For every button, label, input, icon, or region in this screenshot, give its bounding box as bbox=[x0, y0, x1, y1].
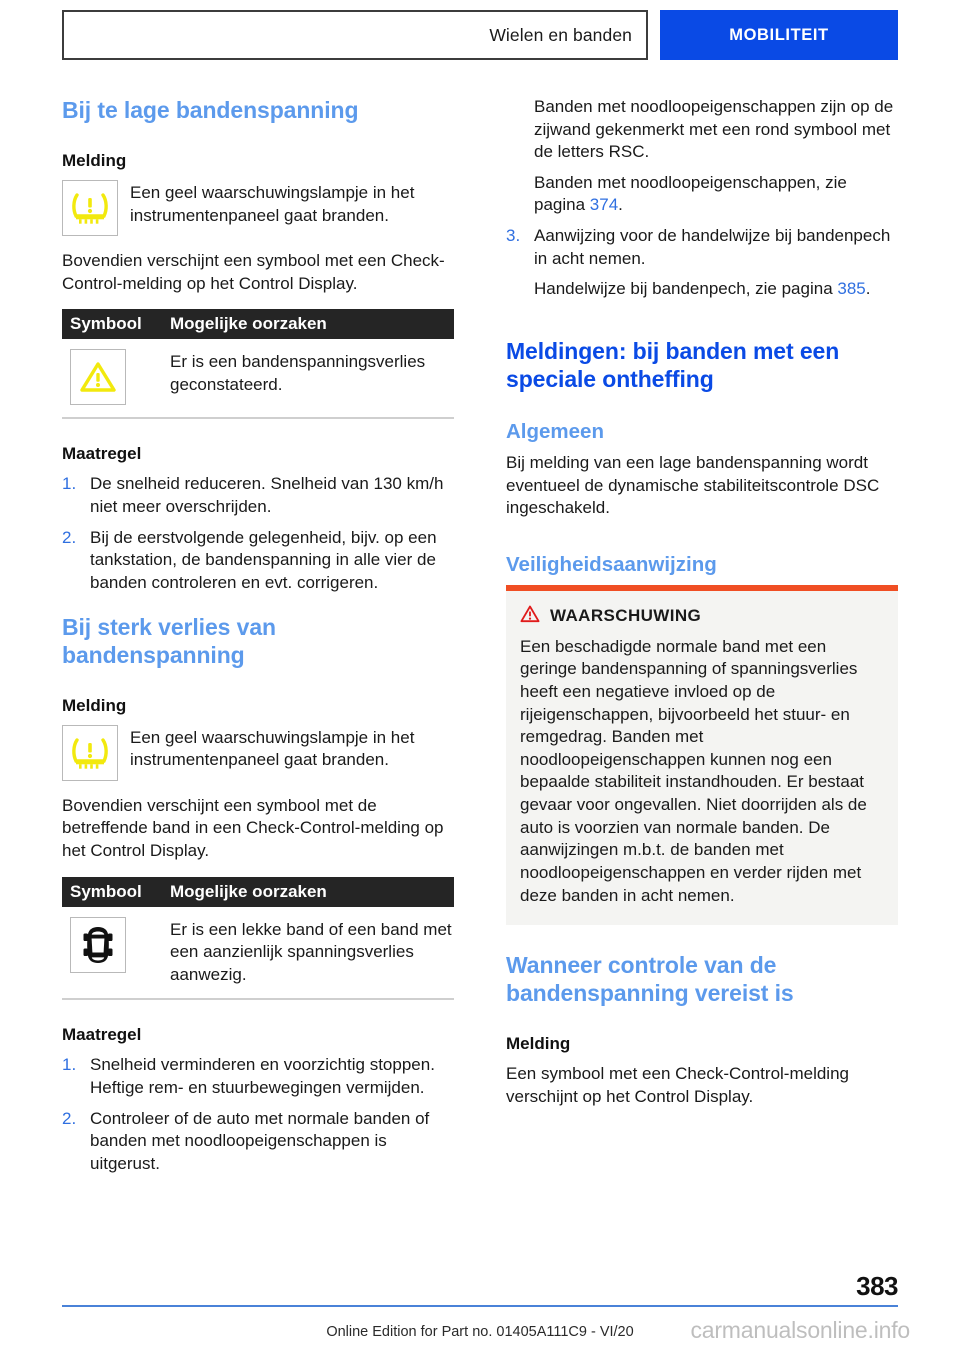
page-link-385[interactable]: 385 bbox=[837, 279, 866, 299]
steps-list-1 bbox=[62, 473, 454, 594]
step-text: De snelheid reduceren. Snelheid van 130 km/h niet meer overschrijden. bbox=[90, 474, 444, 517]
warning-box bbox=[506, 585, 898, 925]
th-oorzaken-2: Mogelijke oorzaken bbox=[170, 881, 327, 901]
list-item bbox=[506, 225, 898, 301]
step-number-placeholder bbox=[506, 96, 534, 217]
melding-text-1: Een geel waarschuwingslampje in het instrumentenpaneel gaat branden. bbox=[130, 183, 415, 225]
step-number: 3. bbox=[506, 226, 521, 246]
td-symbol-cell-1 bbox=[62, 349, 170, 405]
th-oorzaken-1: Mogelijke oorzaken bbox=[170, 314, 327, 334]
table-row bbox=[62, 907, 454, 1001]
continued-para-2-post: . bbox=[618, 195, 623, 215]
warning-title: WAARSCHUWING bbox=[550, 606, 702, 626]
subheading-algemeen: Algemeen bbox=[506, 419, 604, 443]
td-symbol-cell-2 bbox=[62, 917, 170, 973]
page-number: 383 bbox=[856, 1271, 898, 1301]
step-text: Snelheid verminderen en voorzichtig stoppen. Heftige rem- en stuurbewegingen vermijden. bbox=[90, 1055, 435, 1098]
subheading-veiligheidsaanwijzing: Veiligheidsaanwijzing bbox=[506, 552, 717, 576]
list-item bbox=[62, 1054, 454, 1099]
melding-icon-row-2 bbox=[62, 725, 454, 781]
section-title-special-exemption: Meldingen: bij banden met een speciale ontheffing bbox=[506, 337, 840, 392]
step-number: 2. bbox=[62, 1108, 77, 1128]
extra-text-1: Bovendien verschijnt een symbool met een Check-Control-melding op het Control Display. bbox=[62, 251, 445, 293]
step-number: 1. bbox=[62, 474, 77, 494]
yellow-warning-triangle-icon bbox=[70, 349, 126, 405]
warning-body: Een beschadigde normale band met een geringe bandenspanning of spanningsverlies heeft een negatieve invloed op de rijeigenschappen, bijvoorbeeld het stuur- en remgedrag. Banden met noodloopeigenschappen kunnen nog een bepaalde stabiliteit instandhouden. Er bestaat gevaar voor ongevallen. Niet doorrijden als de auto is voorzien van normale banden. De aanwijzingen m.b.t. de banden met noodloopeigenschappen en verder rijden met deze banden in acht nemen. bbox=[520, 636, 867, 905]
step3-subnote-post: . bbox=[865, 279, 871, 299]
steps-list-2 bbox=[62, 1054, 454, 1175]
label-maatregel-1: Maatregel bbox=[62, 444, 142, 464]
td-cause-cell-2: Er is een lekke band of een band met een aanzienlijk spanningsverlies aanwezig. bbox=[170, 919, 452, 984]
red-warning-triangle-icon bbox=[520, 605, 540, 628]
right-column bbox=[506, 96, 898, 1109]
algemeen-text: Bij melding van een lage bandenspanning wordt eventueel de dynamische stabiliteitscontrole DSC ingeschakeld. bbox=[506, 452, 880, 518]
step-text: Controleer of de auto met normale banden of banden met noodloopeigenschappen is uitgerust. bbox=[90, 1108, 430, 1173]
th-symbool-1: Symbool bbox=[70, 314, 142, 334]
list-item bbox=[62, 473, 454, 518]
car-top-view-icon bbox=[70, 917, 126, 973]
melding-icon-row-1 bbox=[62, 180, 454, 236]
symbol-table-1 bbox=[62, 309, 454, 419]
continued-para-2 bbox=[534, 172, 898, 217]
page-body bbox=[62, 96, 898, 1276]
section-title-when-check-required: Wanneer controle van de bandenspanning vereist is bbox=[506, 952, 794, 1007]
spacer bbox=[62, 425, 454, 443]
page-link-374[interactable]: 374 bbox=[589, 195, 619, 215]
melding-text-2: Een geel waarschuwingslampje in het instrumentenpaneel gaat branden. bbox=[130, 727, 415, 770]
header-chapter-title: Wielen en banden bbox=[62, 10, 648, 60]
footer-edition-note: Online Edition for Part no. 01405A111C9 - VI/20 bbox=[326, 1324, 634, 1340]
extra-text-2: Bovendien verschijnt een symbool met de betreffende band in een Check-Control-melding op het Control Display. bbox=[62, 795, 444, 860]
tpms-warning-lamp-icon bbox=[62, 725, 118, 781]
spacer bbox=[506, 319, 898, 337]
step3-subnote bbox=[534, 278, 898, 301]
left-column bbox=[62, 96, 454, 1193]
symbol-table-header-1 bbox=[62, 309, 454, 339]
steps-list-continued bbox=[506, 96, 898, 301]
symbol-table-2 bbox=[62, 877, 454, 1001]
step-number: 1. bbox=[62, 1055, 77, 1075]
label-melding-2: Melding bbox=[62, 695, 127, 715]
footer-divider bbox=[62, 1305, 898, 1307]
table-row bbox=[62, 339, 454, 419]
melding-text-3: Een symbool met een Check-Control-melding verschijnt op het Control Display. bbox=[506, 1064, 849, 1106]
continued-para-2-pre: Banden met noodloopeigenschappen, zie pagina bbox=[534, 172, 847, 215]
spacer bbox=[506, 534, 898, 552]
td-cause-cell-1: Er is een bandenspanningsverlies geconstateerd. bbox=[170, 352, 426, 394]
symbol-table-header-2 bbox=[62, 877, 454, 907]
label-maatregel-2: Maatregel bbox=[62, 1025, 142, 1045]
header-section-badge: MOBILITEIT bbox=[660, 10, 898, 60]
step-text: Bij de eerstvolgende gelegenheid, bijv. op een tankstation, de bandenspanning in alle vier de banden controleren en evt. corrigeren. bbox=[90, 527, 437, 592]
page-header bbox=[62, 10, 898, 60]
label-melding-3: Melding bbox=[506, 1034, 571, 1054]
list-item bbox=[62, 1108, 454, 1176]
continued-para-1: Banden met noodloopeigenschappen zijn op de zijwand gekenmerkt met een rond symbool met de letters RSC. bbox=[534, 97, 894, 162]
step-number: 2. bbox=[62, 527, 77, 547]
th-symbool-2: Symbool bbox=[70, 881, 142, 901]
list-item-continuation bbox=[506, 96, 898, 217]
step3-subnote-pre: Handelwijze bij bandenpech, zie pagina bbox=[534, 279, 838, 299]
tpms-warning-lamp-icon bbox=[62, 180, 118, 236]
section-title-low-pressure: Bij te lage bandenspanning bbox=[62, 97, 359, 123]
step-text: Aanwijzing voor de handelwijze bij bandenpech in acht nemen. bbox=[534, 226, 891, 268]
warning-header bbox=[520, 605, 884, 628]
list-item bbox=[62, 527, 454, 595]
label-melding-1: Melding bbox=[62, 151, 127, 171]
spacer bbox=[62, 1006, 454, 1024]
section-title-strong-loss: Bij sterk verlies van bandenspanning bbox=[62, 613, 276, 668]
watermark: carmanualsonline.info bbox=[690, 1317, 910, 1343]
